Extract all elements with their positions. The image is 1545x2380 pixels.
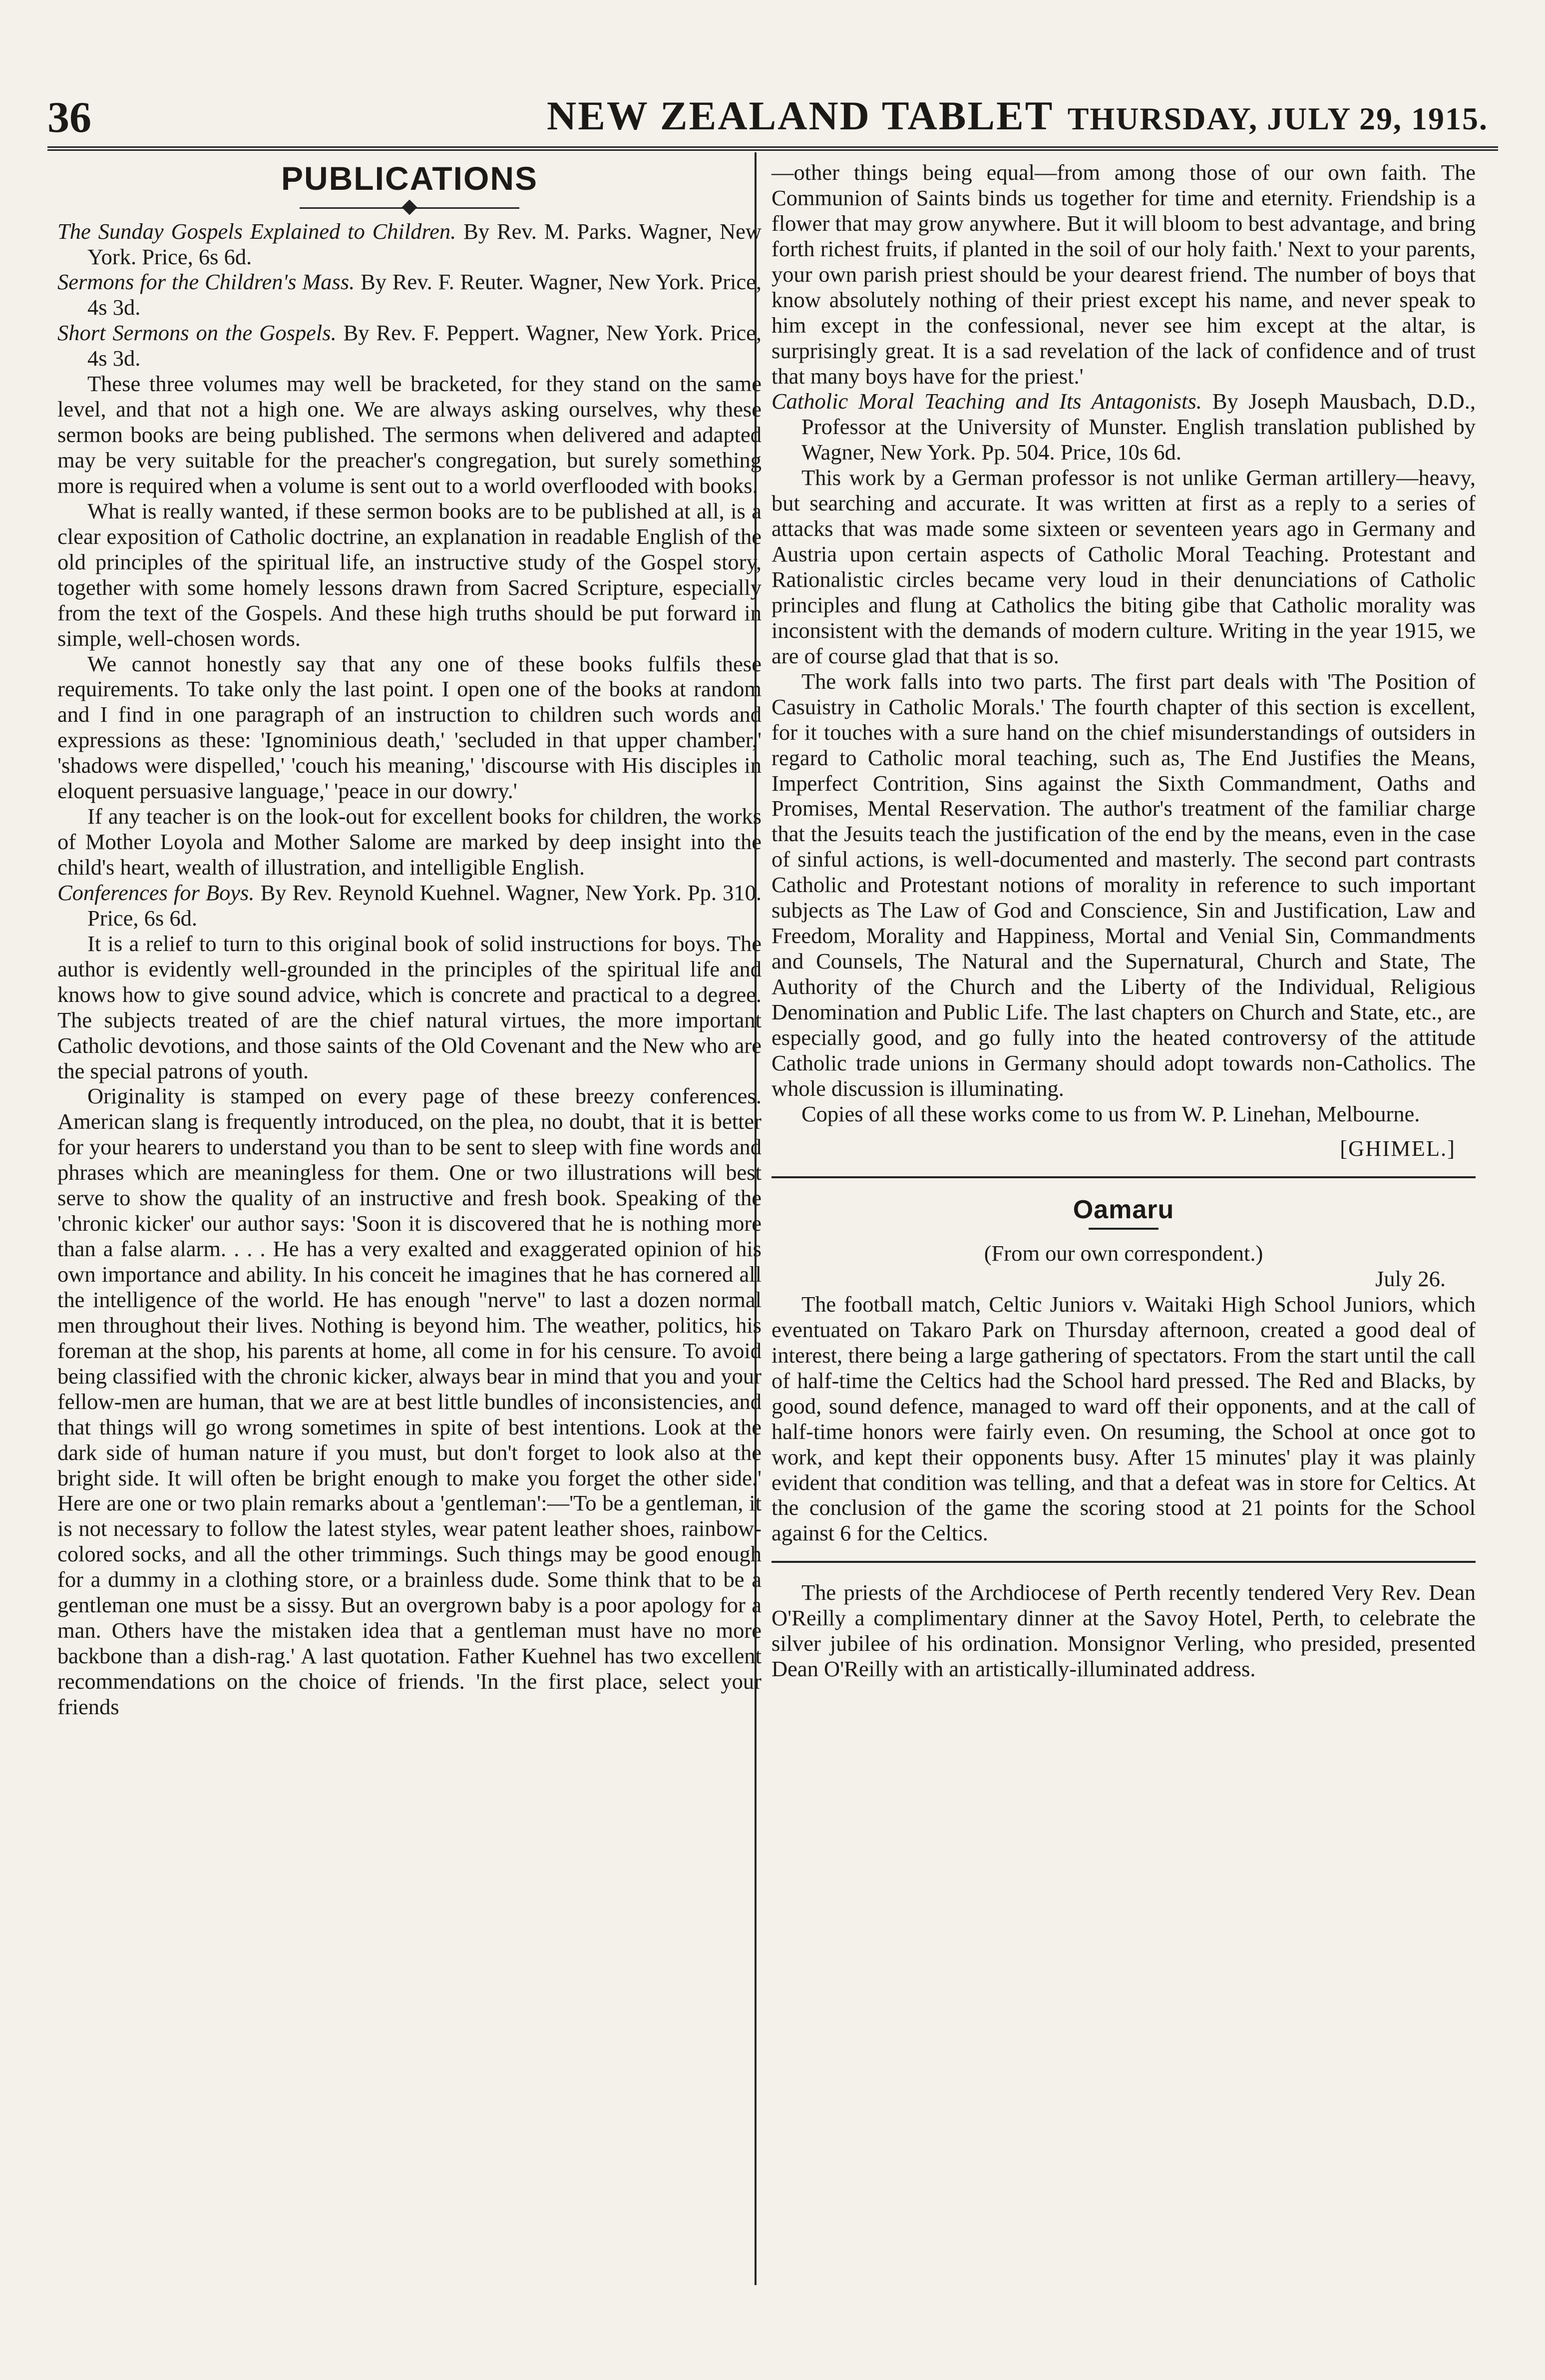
book-title: Sermons for the Children's Mass. <box>57 269 355 295</box>
review-paragraph: It is a relief to turn to this original book of solid instructions for boys. The author is evidently well-grounded in the principles of the spiritual life and knows how to give sound advice, which is concrete and practical to a degree. The subjects treated of are the chief natural virtues, the more important Catholic devotions, and those saints of the Old Covenant and the New who are the special patrons of youth. <box>57 931 762 1083</box>
book-title: The Sunday Gospels Explained to Children. <box>57 218 456 244</box>
newspaper-title: NEW ZEALAND TABLET <box>547 93 1054 138</box>
book-details: By Rev. F. Reuter. Wagner, New York. Price, 4s 3d. <box>87 269 762 320</box>
book-title: Short Sermons on the Gospels. <box>57 320 337 346</box>
issue-date: THURSDAY, JULY 29, 1915. <box>1067 101 1488 136</box>
review-paragraph: We cannot honestly say that any one of these books fulfils these requirements. To take only the last point. I open one of the books at random and I find in one paragraph of an instruction to children such words and expressions as these: 'Ignominious death,' 'secluded in that upper chamber,' 'shadows were dispelled,' 'couch his meaning,' 'discourse with His disciples in eloquent persuasive language,' 'peace in our dowry.' <box>57 651 762 804</box>
right-column <box>772 160 1476 1682</box>
book-details: By Rev. Reynold Kuehnel. Wagner, New York. Pp. 310. Price, 6s 6d. <box>87 880 762 931</box>
book-title: Conferences for Boys. <box>57 880 255 905</box>
review-paragraph: —other things being equal—from among those of our own faith. The Communion of Saints binds us together for time and eternity. Friendship is a flower that may grow anywhere. But it will bloom to best advantage, and bring forth richest fruits, if planted in the soil of our holy faith.' Next to your parents, your own parish priest should be your dearest friend. The number of boys that know absolutely nothing of their priest except his name, and never speak to him except in the confessional, never see him except at the altar, is surprisingly great. It is a sad revelation of the lack of confidence and of trust that many boys have for the priest.' <box>772 160 1476 389</box>
review-paragraph: These three volumes may well be bracketed, for they stand on the same level, and that not a high one. We are always asking ourselves, why these sermon books are being published. The sermons when delivered and adapted may be very suitable for the preacher's congregation, but surely something more is required when a volume is sent out to a world overflooded with books. <box>57 371 762 498</box>
left-column <box>57 160 762 1720</box>
review-paragraph: If any teacher is on the look-out for excellent books for children, the works of Mother Loyola and Mother Salome are marked by deep insight into the child's heart, wealth of illustration, and intelligible English. <box>57 804 762 880</box>
book-details: By Rev. F. Peppert. Wagner, New York. Price, 4s 3d. <box>87 320 762 371</box>
book-entry <box>772 389 1476 465</box>
section-rule <box>772 1176 1476 1178</box>
oamaru-heading: Oamaru <box>1073 1195 1174 1224</box>
book-entry <box>57 320 762 371</box>
book-entry <box>57 219 762 270</box>
masthead-rule <box>47 146 1498 151</box>
book-entry <box>57 269 762 320</box>
book-title: Catholic Moral Teaching and Its Antagonists. <box>772 389 1202 414</box>
review-paragraph: Copies of all these works come to us from W. P. Linehan, Melbourne. <box>801 1101 1420 1126</box>
diamond-rule <box>300 200 519 216</box>
review-paragraph: This work by a German professor is not unlike German artillery—heavy, but searching and accurate. It was written at first as a reply to a series of attacks that was made some sixteen or seventeen years ago in Germany and Austria upon certain aspects of Catholic Moral Teaching. Protestant and Rationalistic circles became very loud in their denunciations of Catholic principles and flung at Catholics the biting gibe that Catholic morality was inconsistent with the demands of modern culture. Writing in the year 1915, we are of course glad that that is so. <box>772 465 1476 668</box>
review-paragraph: What is really wanted, if these sermon books are to be published at all, is a clear exposition of Catholic doctrine, an explanation in readable English of the old principles of the spiritual life, an instructive study of the Gospel story, together with some homely lessons drawn from Sacred Scripture, especially from the text of the Gospels. And these high truths should be put forward in simple, well-chosen words. <box>57 498 762 651</box>
masthead <box>47 92 1498 147</box>
book-details: By Rev. M. Parks. Wagner, New York. Price, 6s 6d. <box>87 218 762 269</box>
news-paragraph: The priests of the Archdiocese of Perth recently tendered Very Rev. Dean O'Reilly a complimentary dinner at the Savoy Hotel, Perth, to celebrate the silver jubilee of his ordination. Monsignor Verling, who presided, presented Dean O'Reilly with an artistically-illuminated address. <box>772 1580 1476 1682</box>
dateline: July 26. <box>1375 1266 1446 1292</box>
book-entry <box>57 880 762 931</box>
review-paragraph: Originality is stamped on every page of these breezy conferences. American slang is frequently introduced, on the plea, no doubt, that it is better for your hearers to understand you than to be sent to sleep with fine words and phrases which are meaningless for them. One or two illustrations will best serve to show the quality of an instructive and fresh book. Speaking of the 'chronic kicker' our author says: 'Soon it is discovered that he is nothing more than a false alarm. . . . He has a very exalted and exaggerated opinion of his own importance and ability. In his conceit he imagines that he has cornered all the intelligence of the world. He has enough "nerve" to last a dozen normal men throughout their lives. Nothing is beyond him. The weather, politics, his foreman at the shop, his parents at home, all come in for his censure. To avoid being classified with the chronic kicker, always bear in mind that you and your fellow-men are human, that we are at best little bundles of inconsistencies, and that things will go wrong sometimes in spite of best intentions. Look at the dark side of human nature if you must, but don't forget to look also at the bright side. It will often be bright enough to make you forget the other side.' Here are one or two plain remarks about a 'gentleman':—'To be a gentleman, it is not necessary to follow the latest styles, wear patent leather shoes, rainbow-colored socks, and all the other trimmings. Such things may be good enough for a dummy in a clothing store, or a brainless dude. Some think that to be a gentleman one must be a sissy. But an overgrown baby is a poor apology for a man. Others have the mistaken idea that a gentleman must have no more backbone than a dish-rag.' A last quotation. Father Kuehnel has two excellent recommendations on the choice of friends. 'In the first place, select your friends <box>57 1083 762 1719</box>
heading-rule <box>1089 1228 1159 1230</box>
page-number: 36 <box>47 93 91 142</box>
section-rule <box>772 1561 1476 1563</box>
review-signature: [GHIMEL.] <box>1340 1135 1456 1161</box>
review-paragraph: The work falls into two parts. The first part deals with 'The Position of Casuistry in Catholic Morals.' The fourth chapter of this section is excellent, for it touches with a sure hand on the chief misunderstandings of outsiders in regard to Catholic moral teaching, such as, The End Justifies the Means, Imperfect Contrition, Sins against the Sixth Commandment, Oaths and Promises, Mental Reservation. The author's treatment of the familiar charge that the Jesuits teach the justification of the end by the means, even in the case of sinful actions, is well-documented and masterly. The second part contrasts Catholic and Protestant notions of morality in reference to such important subjects as The Law of God and Conscience, Sin and Justification, Law and Freedom, Morality and Happiness, Mortal and Venial Sin, Commandments and Counsels, The Natural and the Supernatural, Church and State, The Authority of the Church and the Liberty of the Individual, Religious Denomination and Public Life. The last chapters on Church and State, etc., are especially good, and go fully into the heated controversy of the attitude Catholic trade unions in Germany should adopt towards non-Catholics. The whole discussion is illuminating. <box>772 668 1476 1101</box>
news-paragraph: The football match, Celtic Juniors v. Waitaki High School Juniors, which eventuated on Takaro Park on Thursday afternoon, created a good deal of interest, there being a large gathering of spectators. From the start until the call of half-time the Celtics had the School hard pressed. The Red and Blacks, by good, sound defence, managed to ward off their opponents, and at the call of half-time honors were fairly even. On resuming, the School at once got to work, and kept their opponents busy. After 15 minutes' play it was plainly evident that condition was telling, and that a defeat was in store for Celtics. At the conclusion of the game the scoring stood at 21 points for the School against 6 for the Celtics. <box>772 1291 1476 1546</box>
book-details: By Joseph Mausbach, D.D., Professor at the University of Munster. English translation published by Wagner, New York. Pp. 504. Price, 10s 6d. <box>801 389 1476 465</box>
publications-heading: PUBLICATIONS <box>281 160 538 197</box>
correspondent-byline: (From our own correspondent.) <box>984 1241 1263 1266</box>
